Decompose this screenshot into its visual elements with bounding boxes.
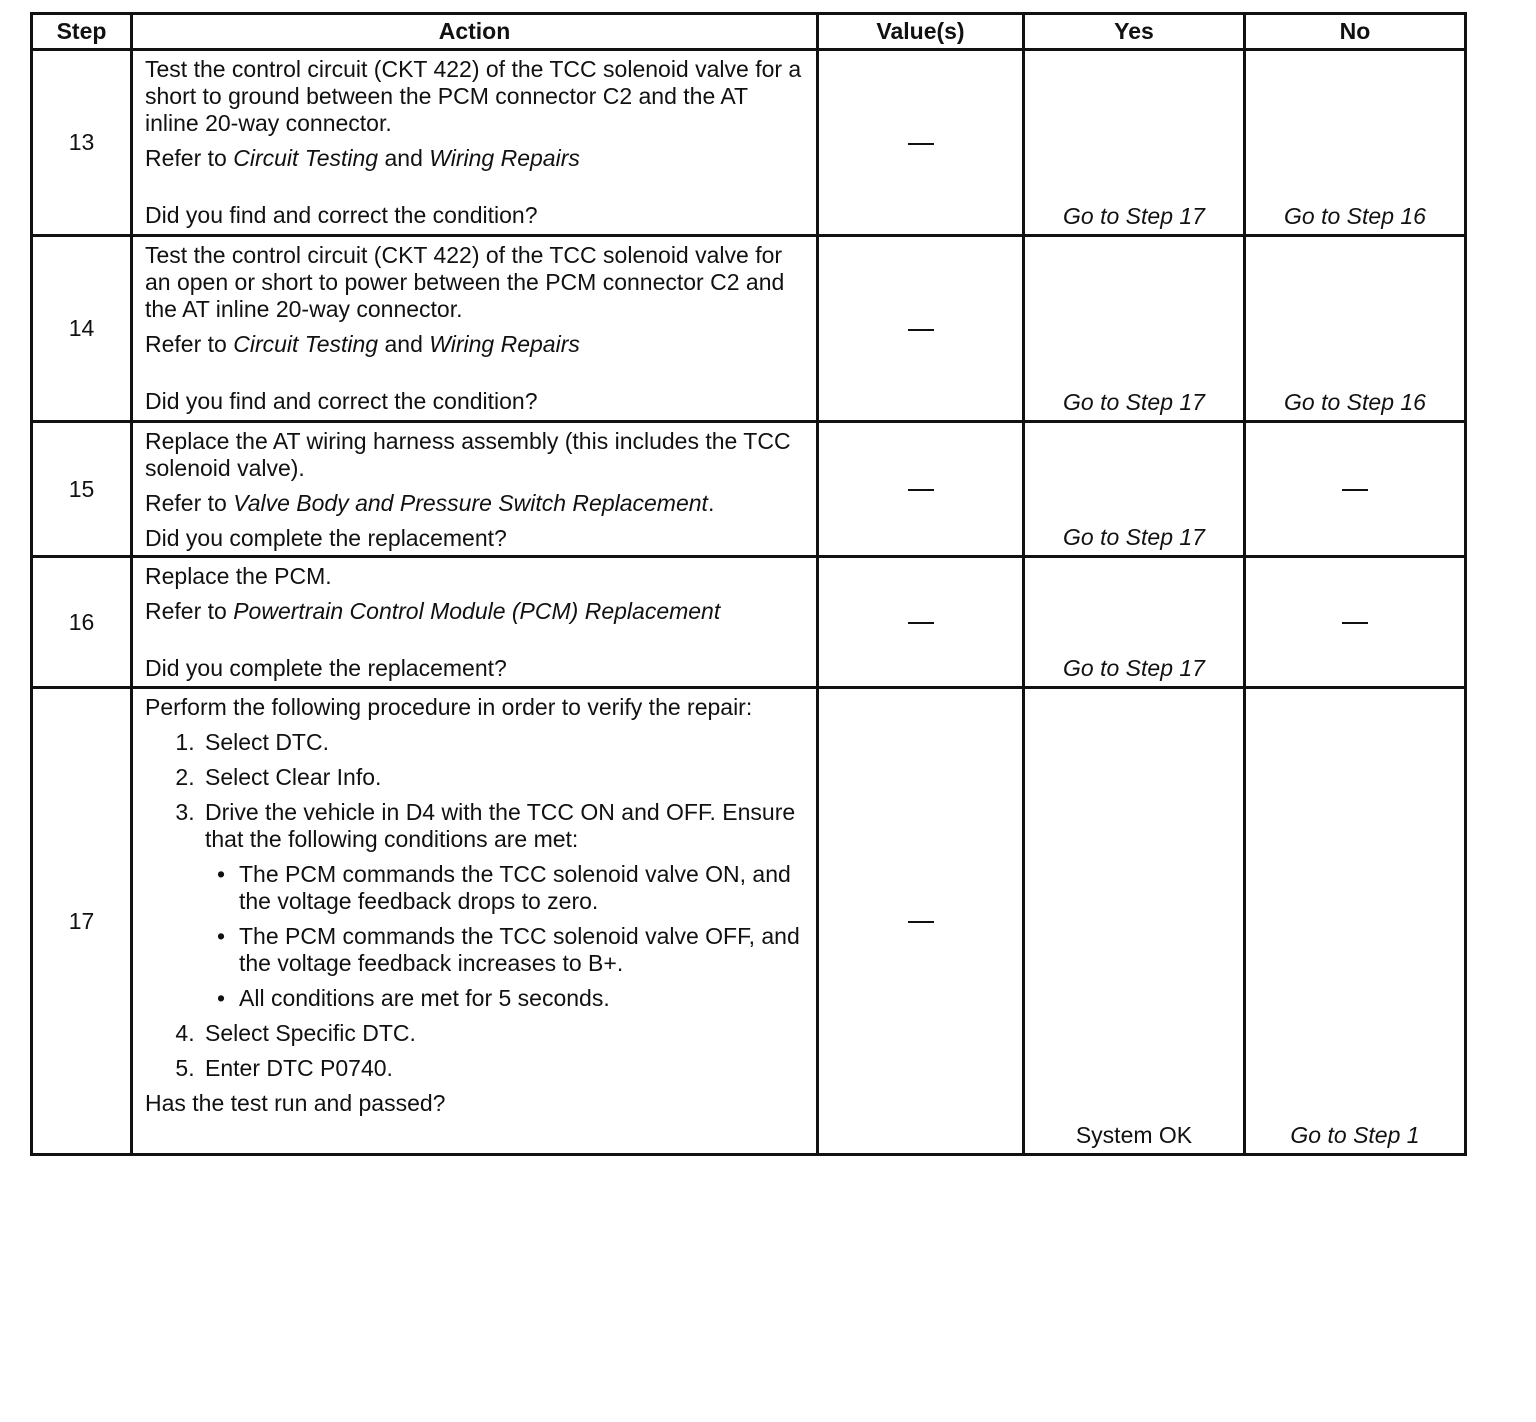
action-text: Test the control circuit (CKT 422) of the TCC solenoid valve for a short to ground between the PCM connector C2 and the AT inline 20-way connector. <box>145 56 802 136</box>
no-cell <box>1245 557 1466 688</box>
action-cell <box>132 422 818 557</box>
dash-mark <box>1342 489 1368 491</box>
value-cell <box>818 688 1024 1155</box>
step-number: 14 <box>32 236 132 422</box>
dash-mark <box>908 143 934 145</box>
table-row <box>32 422 1466 557</box>
step-number: 16 <box>32 557 132 688</box>
yes-cell: Go to Step 17 <box>1024 557 1245 688</box>
refer-link-wiring-repairs: Wiring Repairs <box>429 331 580 357</box>
refer-prefix: Refer to <box>145 145 234 171</box>
refer-and: and <box>378 145 430 171</box>
condition-item: • The PCM commands the TCC solenoid valve ON, and the voltage feedback drops to zero. <box>239 861 806 915</box>
action-cell <box>132 557 818 688</box>
dash-mark <box>908 921 934 923</box>
action-cell <box>132 236 818 422</box>
table-row <box>32 557 1466 688</box>
refer-end: . <box>707 490 715 516</box>
refer-line <box>145 490 806 517</box>
dash-mark <box>908 329 934 331</box>
yes-cell: Go to Step 17 <box>1024 422 1245 557</box>
no-cell: Go to Step 16 <box>1245 236 1466 422</box>
value-cell <box>818 557 1024 688</box>
refer-line <box>145 145 806 172</box>
refer-link-wiring-repairs: Wiring Repairs <box>429 145 580 171</box>
refer-link-circuit-testing: Circuit Testing <box>233 145 379 171</box>
refer-line <box>145 598 806 625</box>
procedure-step-text: Drive the vehicle in D4 with the TCC ON and OFF. Ensure that the following conditions are met: <box>205 799 796 852</box>
header-values: Value(s) <box>818 14 1024 50</box>
diagnostic-table <box>30 12 1467 1156</box>
header-row <box>32 14 1466 50</box>
action-question: Did you complete the replacement? <box>145 525 507 551</box>
step-number: 17 <box>32 688 132 1155</box>
value-cell <box>818 50 1024 236</box>
procedure-step <box>201 799 806 1012</box>
header-action: Action <box>132 14 818 50</box>
refer-prefix: Refer to <box>145 598 234 624</box>
procedure-step: 2. Select Clear Info. <box>201 764 806 791</box>
yes-cell: Go to Step 17 <box>1024 236 1245 422</box>
action-cell <box>132 50 818 236</box>
action-question: Has the test run and passed? <box>145 1090 446 1116</box>
action-text: Replace the AT wiring harness assembly (this includes the TCC solenoid valve). <box>145 428 791 481</box>
table-row <box>32 236 1466 422</box>
condition-item: • The PCM commands the TCC solenoid valve OFF, and the voltage feedback increases to B+. <box>239 923 806 977</box>
dash-mark <box>1342 622 1368 624</box>
action-question: Did you find and correct the condition? <box>145 388 538 414</box>
table-row <box>32 50 1466 236</box>
procedure-step: 1. Select DTC. <box>201 729 806 756</box>
procedure-step: 4. Select Specific DTC. <box>201 1020 806 1047</box>
action-cell <box>132 688 818 1155</box>
step-number: 15 <box>32 422 132 557</box>
action-question: Did you find and correct the condition? <box>145 202 538 228</box>
table-row <box>32 688 1466 1155</box>
refer-link-circuit-testing: Circuit Testing <box>233 331 379 357</box>
no-cell: Go to Step 1 <box>1245 688 1466 1155</box>
refer-link-valve-body: Valve Body and Pressure Switch Replacement <box>233 490 708 516</box>
refer-prefix: Refer to <box>145 490 234 516</box>
condition-item: • All conditions are met for 5 seconds. <box>239 985 806 1012</box>
refer-link-pcm-replacement: Powertrain Control Module (PCM) Replacement <box>233 598 721 624</box>
dash-mark <box>908 489 934 491</box>
action-text: Replace the PCM. <box>145 563 332 589</box>
header-yes: Yes <box>1024 14 1245 50</box>
refer-and: and <box>378 331 430 357</box>
procedure-step: 5. Enter DTC P0740. <box>201 1055 806 1082</box>
action-intro: Perform the following procedure in order to verify the repair: <box>145 694 753 720</box>
value-cell <box>818 236 1024 422</box>
yes-cell: Go to Step 17 <box>1024 50 1245 236</box>
action-text: Test the control circuit (CKT 422) of the TCC solenoid valve for an open or short to power between the PCM connector C2 and the AT inline 20-way connector. <box>145 242 785 322</box>
refer-prefix: Refer to <box>145 331 234 357</box>
no-cell <box>1245 422 1466 557</box>
no-cell: Go to Step 16 <box>1245 50 1466 236</box>
refer-line <box>145 331 806 358</box>
dash-mark <box>908 622 934 624</box>
condition-list <box>205 861 806 1012</box>
action-question: Did you complete the replacement? <box>145 655 507 681</box>
step-number: 13 <box>32 50 132 236</box>
procedure-list <box>145 729 806 1082</box>
value-cell <box>818 422 1024 557</box>
header-step: Step <box>32 14 132 50</box>
yes-cell: System OK <box>1024 688 1245 1155</box>
header-no: No <box>1245 14 1466 50</box>
